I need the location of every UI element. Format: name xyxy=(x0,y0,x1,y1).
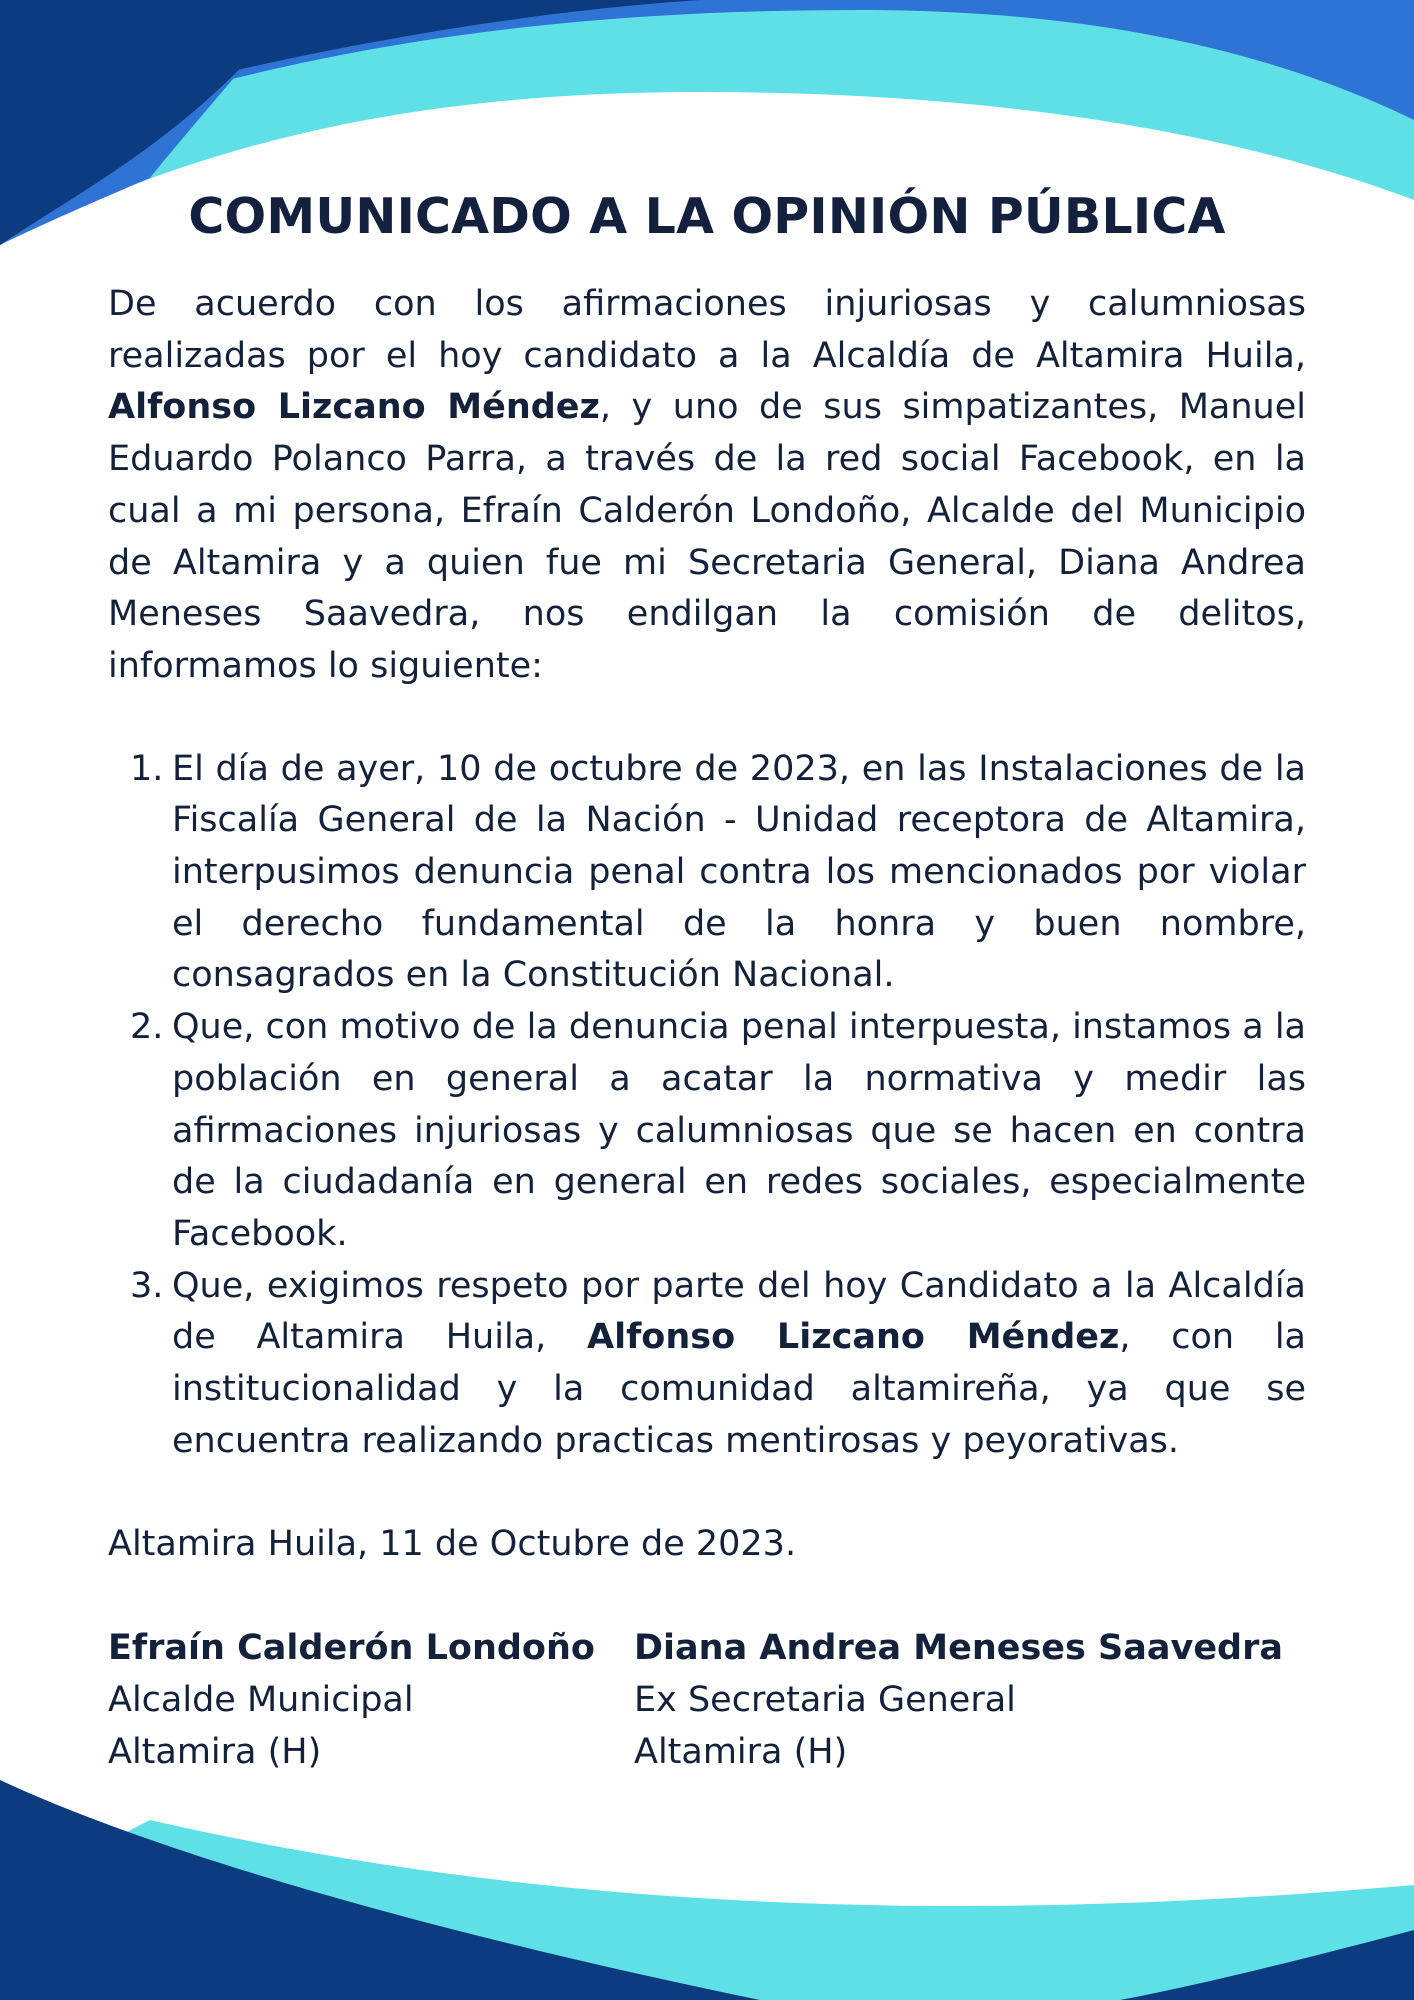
list-item xyxy=(108,1261,1306,1468)
list-item xyxy=(108,1002,1306,1261)
intro-text-1: De acuerdo con los afirmaciones injuriosas y calumniosas realizadas por el hoy candidato a la Alcaldía de Altamira Huila, xyxy=(108,284,1306,376)
place-date: Altamira Huila, 11 de Octubre de 2023. xyxy=(108,1524,797,1565)
signatures xyxy=(108,1623,1306,1778)
list-item-number: 1. xyxy=(130,748,164,789)
signatory-role: Ex Secretaria General xyxy=(634,1679,1016,1720)
list-item-text: El día de ayer, 10 de octubre de 2023, en las Instalaciones de la Fiscalía General de la Nación - Unidad receptora de Altamira, interpusimos denuncia penal contra los mencionados por violar el derecho fundamental de la honra y buen nombre, consagrados en la Constitución Nacional. xyxy=(172,748,1306,996)
list-item-number: 2. xyxy=(130,1007,164,1048)
points-list xyxy=(108,744,1306,1468)
signature-block-mayor xyxy=(108,1623,634,1778)
candidate-name: Alfonso Lizcano Méndez xyxy=(586,1317,1120,1358)
bottom-wave-decoration xyxy=(0,1780,1414,2000)
signatory-role: Alcalde Municipal xyxy=(108,1679,414,1720)
candidate-name: Alfonso Lizcano Méndez xyxy=(108,387,600,428)
signatory-location: Altamira (H) xyxy=(108,1731,322,1772)
document-body xyxy=(108,279,1306,1778)
list-item-text: Que, con motivo de la denuncia penal interpuesta, instamos a la población en general a acatar la normativa y medir las afirmaciones injuriosas y calumniosas que se hacen en contra de la ciudadanía en general en redes sociales, especialmente Facebook. xyxy=(172,1007,1306,1254)
signatory-name: Diana Andrea Meneses Saavedra xyxy=(634,1628,1283,1669)
signatory-location: Altamira (H) xyxy=(634,1731,848,1772)
intro-text-2: , y uno de sus simpatizantes, Manuel Eduardo Polanco Parra, a través de la red social Facebook, en la cual a mi persona, Efraín Calderón Londoño, Alcalde del Municipio de Altamira y a quien fue mi Secretaria General, Diana Andrea Meneses Saavedra, nos endilgan la comisión de delitos, informamos lo siguiente: xyxy=(108,387,1306,686)
signatory-name: Efraín Calderón Londoño xyxy=(108,1628,595,1669)
list-item-text-2: , con la institucionalidad y la comunidad altamireña, ya que se encuentra realizando practicas mentirosas y peyorativas. xyxy=(172,1317,1306,1461)
list-item xyxy=(108,744,1306,1003)
list-item-number: 3. xyxy=(130,1265,164,1306)
signature-block-secretary xyxy=(634,1623,1294,1778)
list-item-text-1: Que, exigimos respeto por parte del hoy Candidato a la Alcaldía de Altamira Huila, xyxy=(172,1265,1306,1358)
intro-paragraph xyxy=(108,279,1306,693)
document-title: COMUNICADO A LA OPINIÓN PÚBLICA xyxy=(188,188,1226,245)
